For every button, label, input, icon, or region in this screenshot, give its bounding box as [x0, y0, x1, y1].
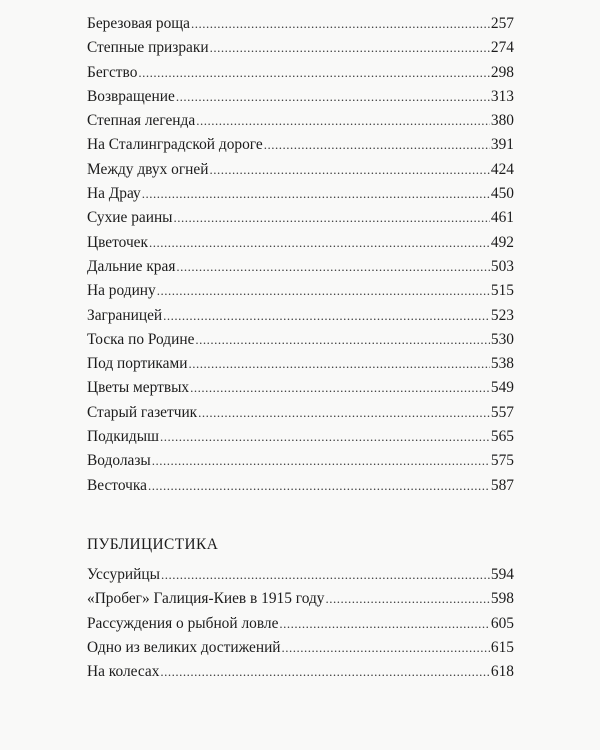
entry-title: Старый газетчик: [87, 403, 198, 421]
toc-entry: [87, 36, 514, 60]
entry-title: Цветы мертвых: [87, 379, 190, 397]
entry-page: 298: [490, 63, 514, 81]
dot-leader: [161, 563, 490, 587]
toc-entry: [87, 109, 514, 133]
entry-page: 503: [490, 257, 514, 275]
toc-entry: [87, 352, 514, 376]
dot-leader: [326, 587, 490, 611]
entry-page: 538: [490, 355, 514, 373]
entry-title: Цветочек: [87, 233, 148, 251]
dot-leader: [279, 612, 489, 636]
dot-leader: [174, 206, 490, 230]
entry-page: 557: [490, 403, 514, 421]
dot-leader: [209, 158, 489, 182]
entry-page: 575: [490, 452, 514, 470]
dot-leader: [191, 12, 490, 36]
dot-leader: [198, 401, 490, 425]
entry-page: 549: [490, 379, 514, 397]
toc-entry: [87, 61, 514, 85]
entry-title: Подкидыш: [87, 428, 159, 446]
dot-leader: [264, 133, 490, 157]
toc-entry: [87, 231, 514, 255]
toc-entry: [87, 85, 514, 109]
dot-leader: [152, 449, 490, 473]
toc-entry: [87, 474, 514, 498]
dot-leader: [138, 61, 490, 85]
entry-page: 615: [490, 638, 514, 656]
entry-title: Дальние края: [87, 257, 176, 275]
toc-entry: [87, 206, 514, 230]
dot-leader: [176, 255, 490, 279]
entry-title: Сухие раины: [87, 209, 173, 227]
toc-entry: [87, 133, 514, 157]
entry-page: 450: [490, 185, 514, 203]
dot-leader: [188, 352, 489, 376]
dot-leader: [160, 425, 490, 449]
entry-page: 515: [490, 282, 514, 300]
dot-leader: [142, 182, 490, 206]
dot-leader: [282, 636, 490, 660]
entry-title: На колесах: [87, 663, 160, 681]
entry-page: 565: [490, 428, 514, 446]
toc-entry: [87, 449, 514, 473]
entry-page: 391: [490, 136, 514, 154]
entry-page: 587: [490, 476, 514, 494]
entry-title: «Пробег» Галиция-Киев в 1915 году: [87, 590, 325, 608]
toc-entry: [87, 158, 514, 182]
dot-leader: [190, 376, 490, 400]
toc-entry: [87, 304, 514, 328]
dot-leader: [160, 660, 489, 684]
toc-entry: [87, 12, 514, 36]
entry-page: 605: [490, 614, 514, 632]
table-of-contents: [87, 12, 514, 498]
toc-entry: [87, 328, 514, 352]
entry-title: Водолазы: [87, 452, 151, 470]
toc-entry: [87, 660, 514, 684]
toc-entry: [87, 401, 514, 425]
entry-page: 424: [490, 160, 514, 178]
dot-leader: [210, 36, 490, 60]
entry-title: Одно из великих достижений: [87, 638, 281, 656]
entry-title: Бегство: [87, 63, 138, 81]
entry-title: Степные призраки: [87, 39, 209, 57]
entry-page: 523: [490, 306, 514, 324]
dot-leader: [148, 474, 490, 498]
entry-page: 618: [490, 663, 514, 681]
dot-leader: [157, 279, 490, 303]
entry-title: На Драу: [87, 185, 141, 203]
entry-title: Весточка: [87, 476, 147, 494]
entry-title: Возвращение: [87, 87, 175, 105]
toc-entry: [87, 279, 514, 303]
entry-page: 380: [490, 112, 514, 130]
entry-title: Заграницей: [87, 306, 163, 324]
entry-page: 257: [490, 15, 514, 32]
entry-title: Между двух огней: [87, 160, 209, 178]
entry-title: Под портиками: [87, 355, 188, 373]
section-heading: ПУБЛИЦИСТИКА: [87, 536, 219, 553]
dot-leader: [149, 231, 490, 255]
entry-title: На родину: [87, 282, 156, 300]
toc-entry: [87, 425, 514, 449]
toc-entry: [87, 587, 514, 611]
dot-leader: [163, 304, 490, 328]
entry-page: 313: [490, 87, 514, 105]
toc-entry: [87, 182, 514, 206]
toc-entry: [87, 255, 514, 279]
toc-entry: [87, 636, 514, 660]
entry-page: 530: [490, 330, 514, 348]
entry-page: 274: [490, 39, 514, 57]
entry-title: Тоска по Родине: [87, 330, 195, 348]
entry-page: 461: [490, 209, 514, 227]
entry-title: Рассуждения о рыбной ловле: [87, 614, 279, 632]
toc-entry: [87, 612, 514, 636]
entry-page: 594: [490, 566, 514, 583]
entry-title: На Сталинградской дороге: [87, 136, 263, 154]
entry-title: Уссурийцы: [87, 566, 160, 583]
entry-page: 598: [490, 590, 514, 608]
dot-leader: [196, 109, 490, 133]
entry-title: Степная легенда: [87, 112, 196, 130]
table-of-contents-publicistics: [87, 563, 514, 684]
toc-entry: [87, 376, 514, 400]
toc-entry: [87, 563, 514, 587]
entry-title: Березовая роща: [87, 15, 190, 32]
dot-leader: [195, 328, 489, 352]
entry-page: 492: [490, 233, 514, 251]
dot-leader: [176, 85, 490, 109]
